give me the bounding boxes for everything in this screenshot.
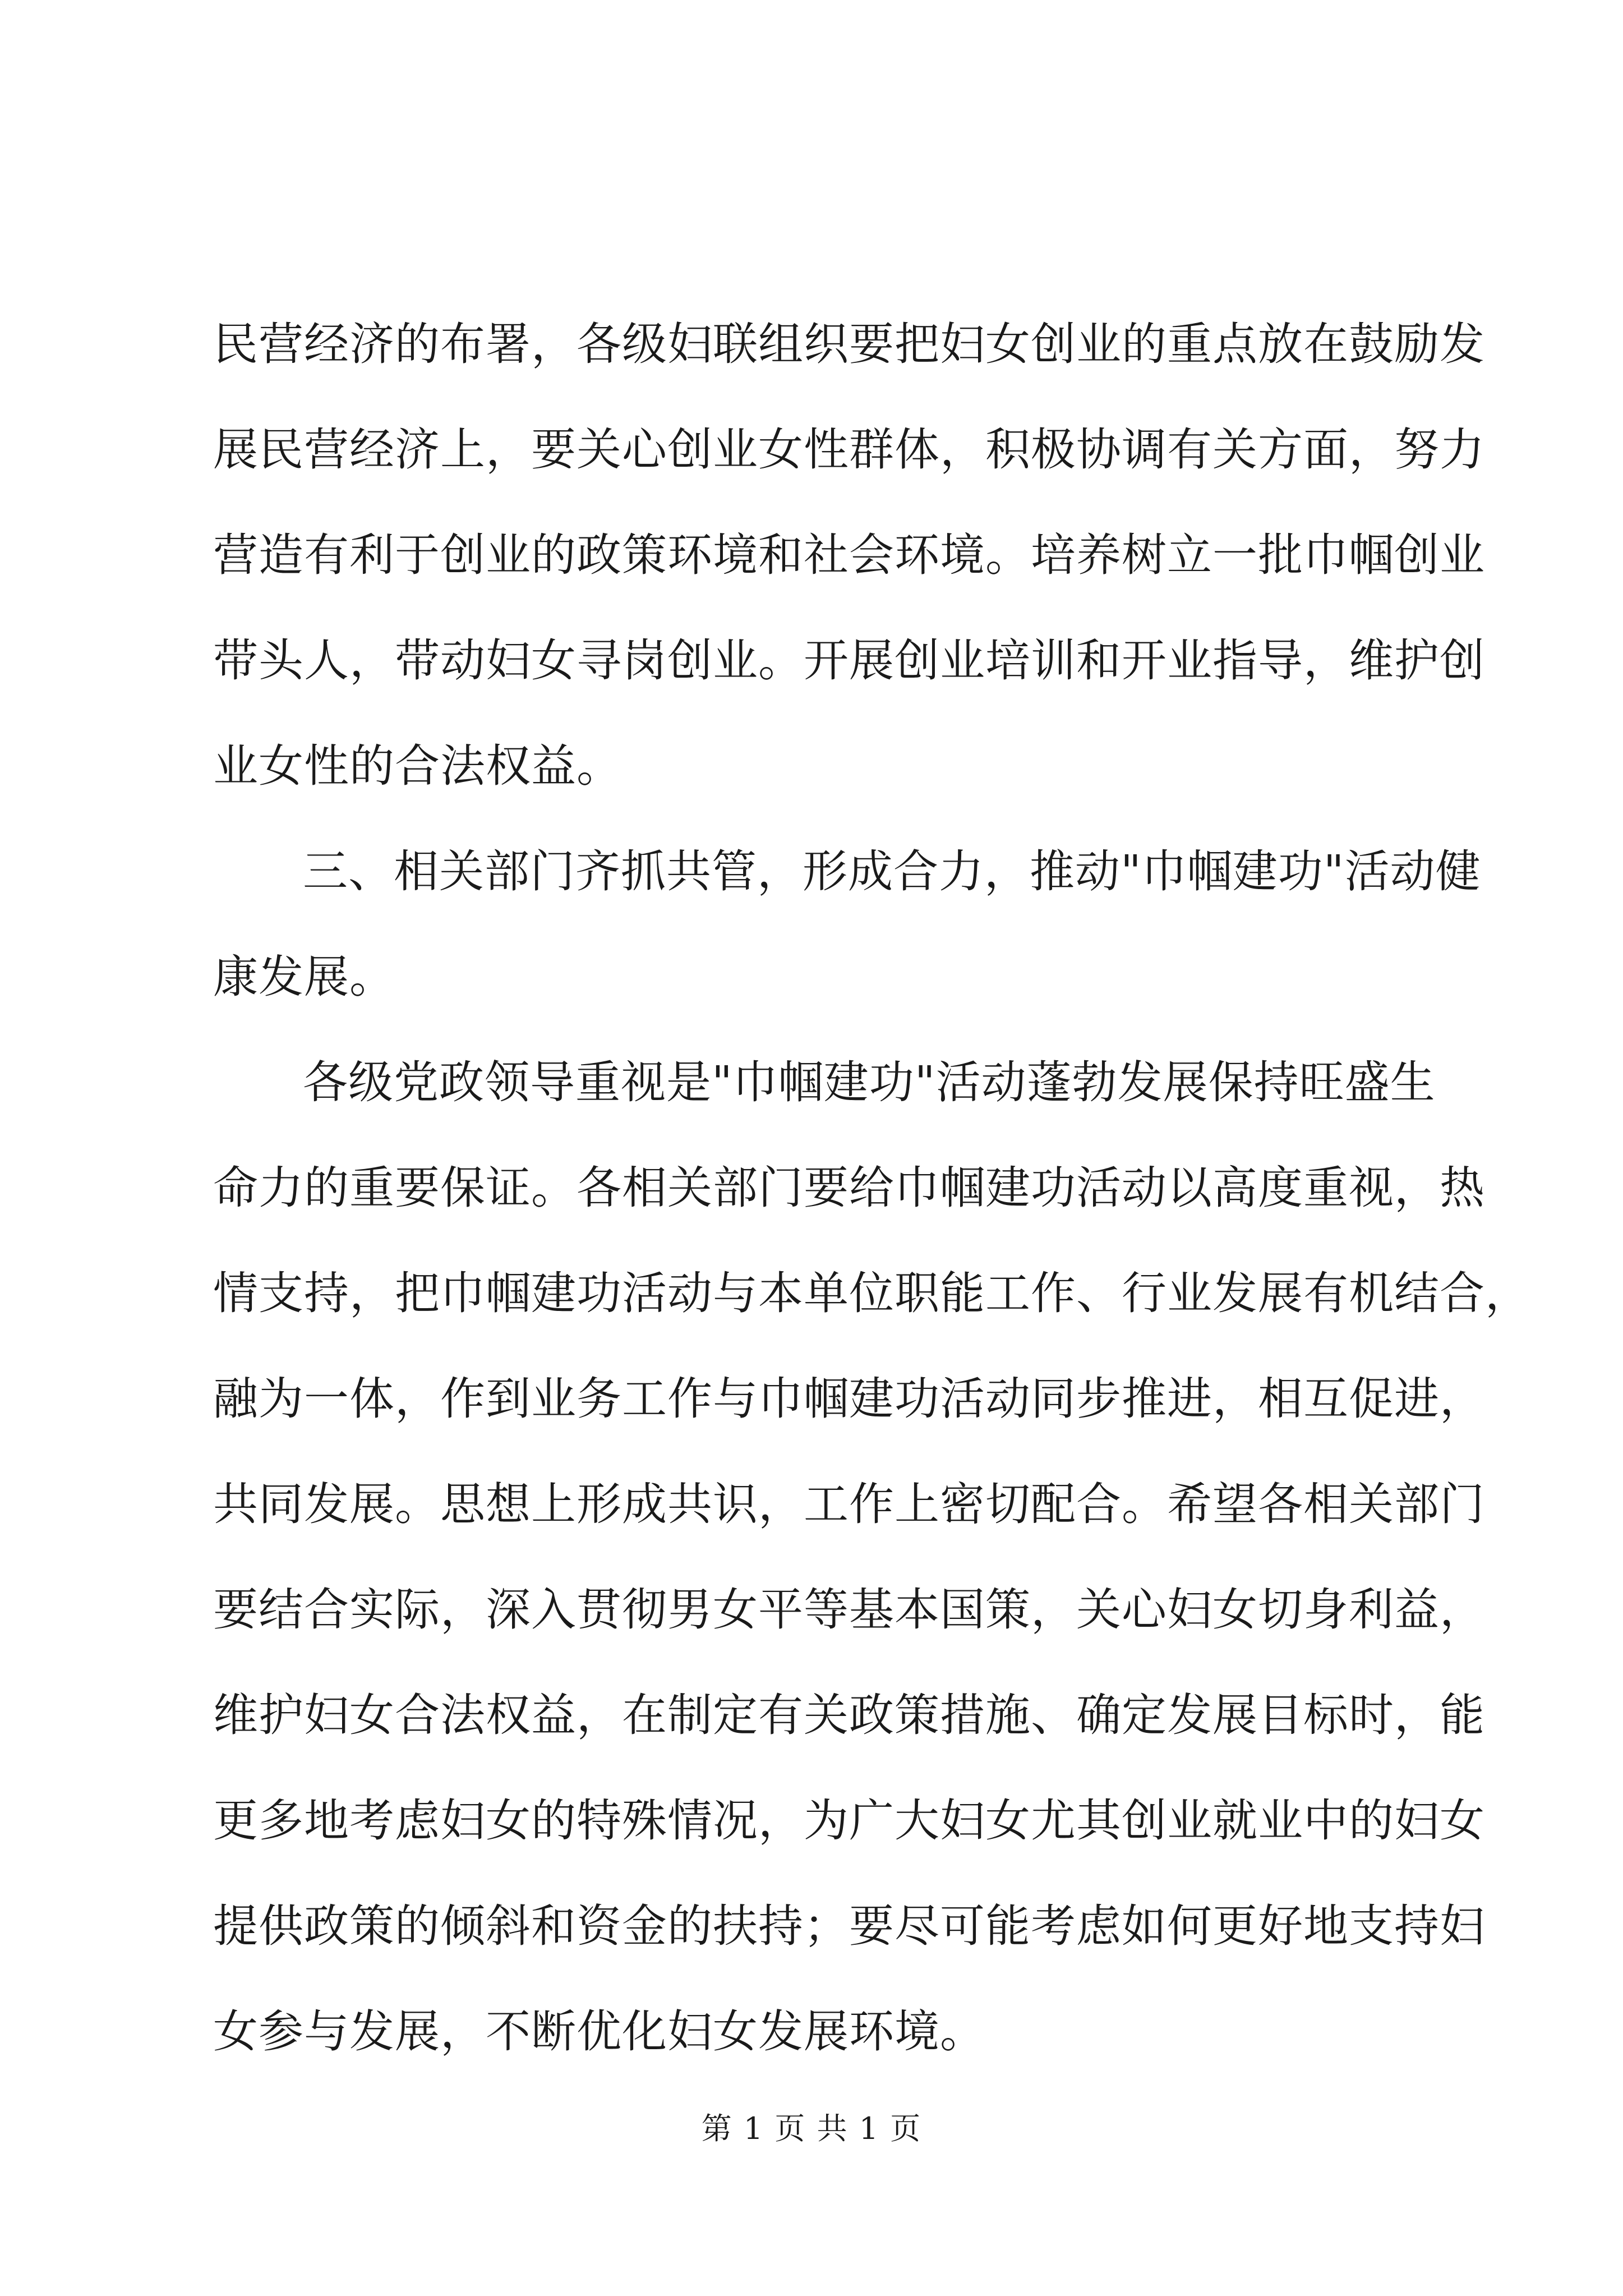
text-line: 提供政策的倾斜和资金的扶持；要尽可能考虑如何更好地支持妇 [213,1900,1485,1952]
text-line: 营造有利于创业的政策环境和社会环境。培养树立一批巾帼创业 [213,529,1485,581]
text-line: 共同发展。思想上形成共识，工作上密切配合。希望各相关部门 [213,1478,1485,1530]
text-line: 带头人，带动妇女寻岗创业。开展创业培训和开业指导，维护创 [213,634,1485,687]
text-line: 展民营经济上，要关心创业女性群体，积极协调有关方面，努力 [213,424,1485,476]
text-line: 更多地考虑妇女的特殊情况，为广大妇女尤其创业就业中的妇女 [213,1795,1485,1847]
document-body [213,292,1530,2085]
page-number-footer: 第 1 页 共 1 页 [701,2111,922,2146]
text-line: 民营经济的布署，各级妇联组织要把妇女创业的重点放在鼓励发 [213,318,1485,370]
text-line: 融为一体，作到业务工作与巾帼建功活动同步推进，相互促进， [213,1373,1485,1425]
text-line: 要结合实际，深入贯彻男女平等基本国策，关心妇女切身利益， [213,1584,1485,1636]
text-line: 各级党政领导重视是"巾帼建功"活动蓬勃发展保持旺盛生 [303,1056,1436,1108]
text-line: 女参与发展，不断优化妇女发展环境。 [213,2005,985,2058]
section-heading-line: 三、相关部门齐抓共管，形成合力，推动"巾帼建功"活动健 [303,845,1481,898]
section-heading-line: 康发展。 [213,951,395,1003]
text-line: 情支持，把巾帼建功活动与本单位职能工作、行业发展有机结合， [213,1267,1530,1319]
text-line: 命力的重要保证。各相关部门要给巾帼建功活动以高度重视，热 [213,1162,1485,1214]
text-line: 维护妇女合法权益，在制定有关政策措施、确定发展目标时，能 [213,1689,1485,1741]
text-line: 业女性的合法权益。 [213,740,622,792]
